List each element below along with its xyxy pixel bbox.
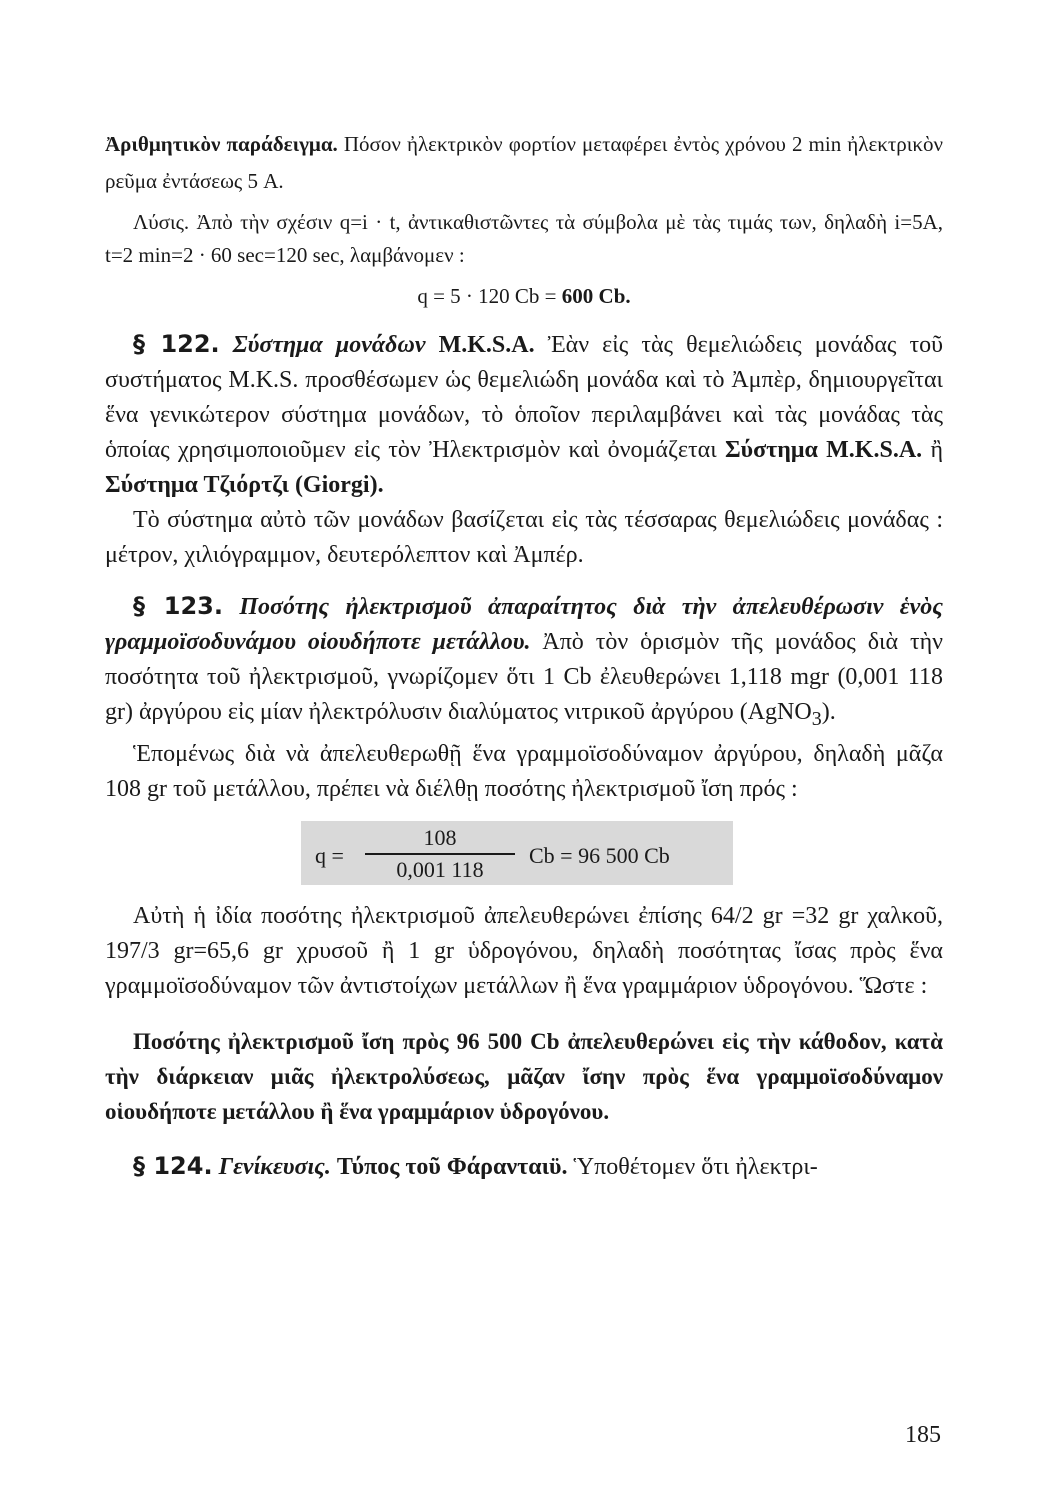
charge-formula-expression: q = 5 · 120 Cb = [417, 284, 562, 308]
faraday-formula-box [301, 821, 733, 885]
formula-rhs: Cb = 96 500 Cb [529, 842, 670, 868]
formula-numerator: 108 [365, 825, 515, 855]
section-124-text: Ὑποθέτομεν ὅτι ἠλεκτρι- [573, 1153, 818, 1180]
page-content [105, 126, 943, 1185]
section-122-text: Ἐὰν εἰς τὰς θεμελιώδεις μονάδας τοῦ συστήματος M.K.S. προσθέσωμεν ὡς θεμελιώδη μονάδα καὶ τὸ Ἀμπὲρ, δημιουργεῖται ἕνα γενικώτερον σύστημα μονάδων, τὸ ὁποῖον περιλαμβάνει καὶ τὰς μονάδας τὰς ὁποίας χρησιμοποιοῦμεν εἰς τὸν Ἠλεκτρισμὸν καὶ ὀνομάζεται [105, 332, 944, 463]
solution-text: Ἀπὸ τὴν σχέσιν q=i · t, ἀντικαθιστῶντες τὰ σύμβολα μὲ τὰς τιμάς των, δηλαδὴ i=5A, t=2 min=2 · 60 sec=120 sec, λαμβάνομεν : [105, 210, 943, 267]
section-122-number: § 122. [133, 330, 220, 358]
example-title: Ἀριθμητικὸν παράδειγμα. [105, 132, 338, 156]
charge-formula-result: 600 Cb. [561, 284, 631, 308]
section-123-title: Ποσότης ἠλεκτρισμοῦ ἀπαραίτητος διὰ τὴν ἀπελευθέρωσιν ἑνὸς γραμμοϊσοδυνάμου οἱουδήποτε μετάλλου. [105, 594, 943, 655]
section-122-title: Σύστημα μονάδων [232, 332, 426, 358]
solution-paragraph [105, 206, 943, 272]
section-124-number: § 124. [133, 1151, 213, 1180]
page-number: 185 [905, 1422, 941, 1448]
giorgi-system-term: Σύστημα Τζιόρτζι (Giorgi). [105, 472, 384, 498]
formula-lhs: q = [315, 842, 344, 868]
section-122 [105, 327, 943, 503]
section-124-title: Γενίκευσις. [218, 1153, 331, 1180]
section-123-paragraph-2: Ἑπομένως διὰ νὰ ἀπελευθερωθῇ ἕνα γραμμοϊσοδύναμον ἀργύρου, δηλαδὴ μᾶζα 108 gr τοῦ μετάλλου, πρέπει νὰ διέλθῃ ποσότης ἠλεκτρισμοῦ ἴση πρός : [105, 740, 943, 802]
formula-fraction [365, 825, 515, 883]
section-123 [105, 589, 943, 737]
section-122-paragraph-2: Τὸ σύστημα αὐτὸ τῶν μονάδων βασίζεται εἰς τὰς τέσσαρας θεμελιώδεις μονάδας : μέτρον, χιλιόγραμμον, δευτερόλεπτον καὶ Ἀμπέρ. [105, 507, 943, 568]
mksa-system-term: Σύστημα M.K.S.A. [724, 437, 923, 463]
section-124-subtitle: Τύπος τοῦ Φάρανταιϋ. [336, 1153, 568, 1180]
faraday-law-statement: Ποσότης ἠλεκτρισμοῦ ἴση πρὸς 96 500 Cb ἀπελευθερώνει εἰς τὴν κάθοδον, κατὰ τὴν διάρκειαν μιᾶς ἠλεκτρολύσεως, μᾶζαν ἴσην πρὸς ἕνα γραμμοϊσοδύναμον οἱουδήποτε μετάλλου ἢ ἕνα γραμμάριον ὑδρογόνου. [105, 1028, 943, 1124]
section-123-number: § 123. [133, 592, 223, 620]
formula-denominator: 0,001 118 [396, 856, 484, 882]
section-122-title-acronym: M.K.S.A. [438, 332, 535, 358]
nitrate-subscript: 3 [811, 707, 822, 730]
section-123-text: Ἀπὸ τὸν ὁρισμὸν τῆς μονάδος διὰ τὴν ποσότητα τοῦ ἠλεκτρισμοῦ, γνωρίζομεν ὅτι 1 Cb ἐλευθερώνει 1,118 mgr (0,001 118 gr) ἀργύρου εἰς μίαν ἠλεκτρόλυσιν διαλύματος νιτρικοῦ ἀργύρου (AgNO [105, 629, 943, 725]
charge-formula [105, 284, 943, 309]
section-123-paragraph-3: Αὐτὴ ἡ ἰδία ποσότης ἠλεκτρισμοῦ ἀπελευθερώνει ἐπίσης 64/2 gr =32 gr χαλκοῦ, 197/3 gr=65,6 gr χρυσοῦ ἢ 1 gr ὑδρογόνου, δηλαδὴ ποσότητας ἴσας πρὸς ἕνα γραμμοϊσοδύναμον τῶν ἀντιστοίχων μετάλλων ἢ ἕνα γραμμάριον ὑδρογόνου. Ὥστε : [105, 902, 943, 999]
section-123-text-end: ). [821, 699, 836, 725]
section-124 [105, 1149, 943, 1185]
numerical-example [105, 126, 943, 200]
section-122-conjunction: ἢ [930, 437, 944, 463]
example-text: Πόσον ἠλεκτρικὸν φορτίον μεταφέρει ἐντὸς χρόνου 2 min ἠλεκτρικὸν ρεῦμα ἐντάσεως 5 A. [105, 132, 943, 193]
solution-label: Λύσις. [133, 210, 190, 234]
